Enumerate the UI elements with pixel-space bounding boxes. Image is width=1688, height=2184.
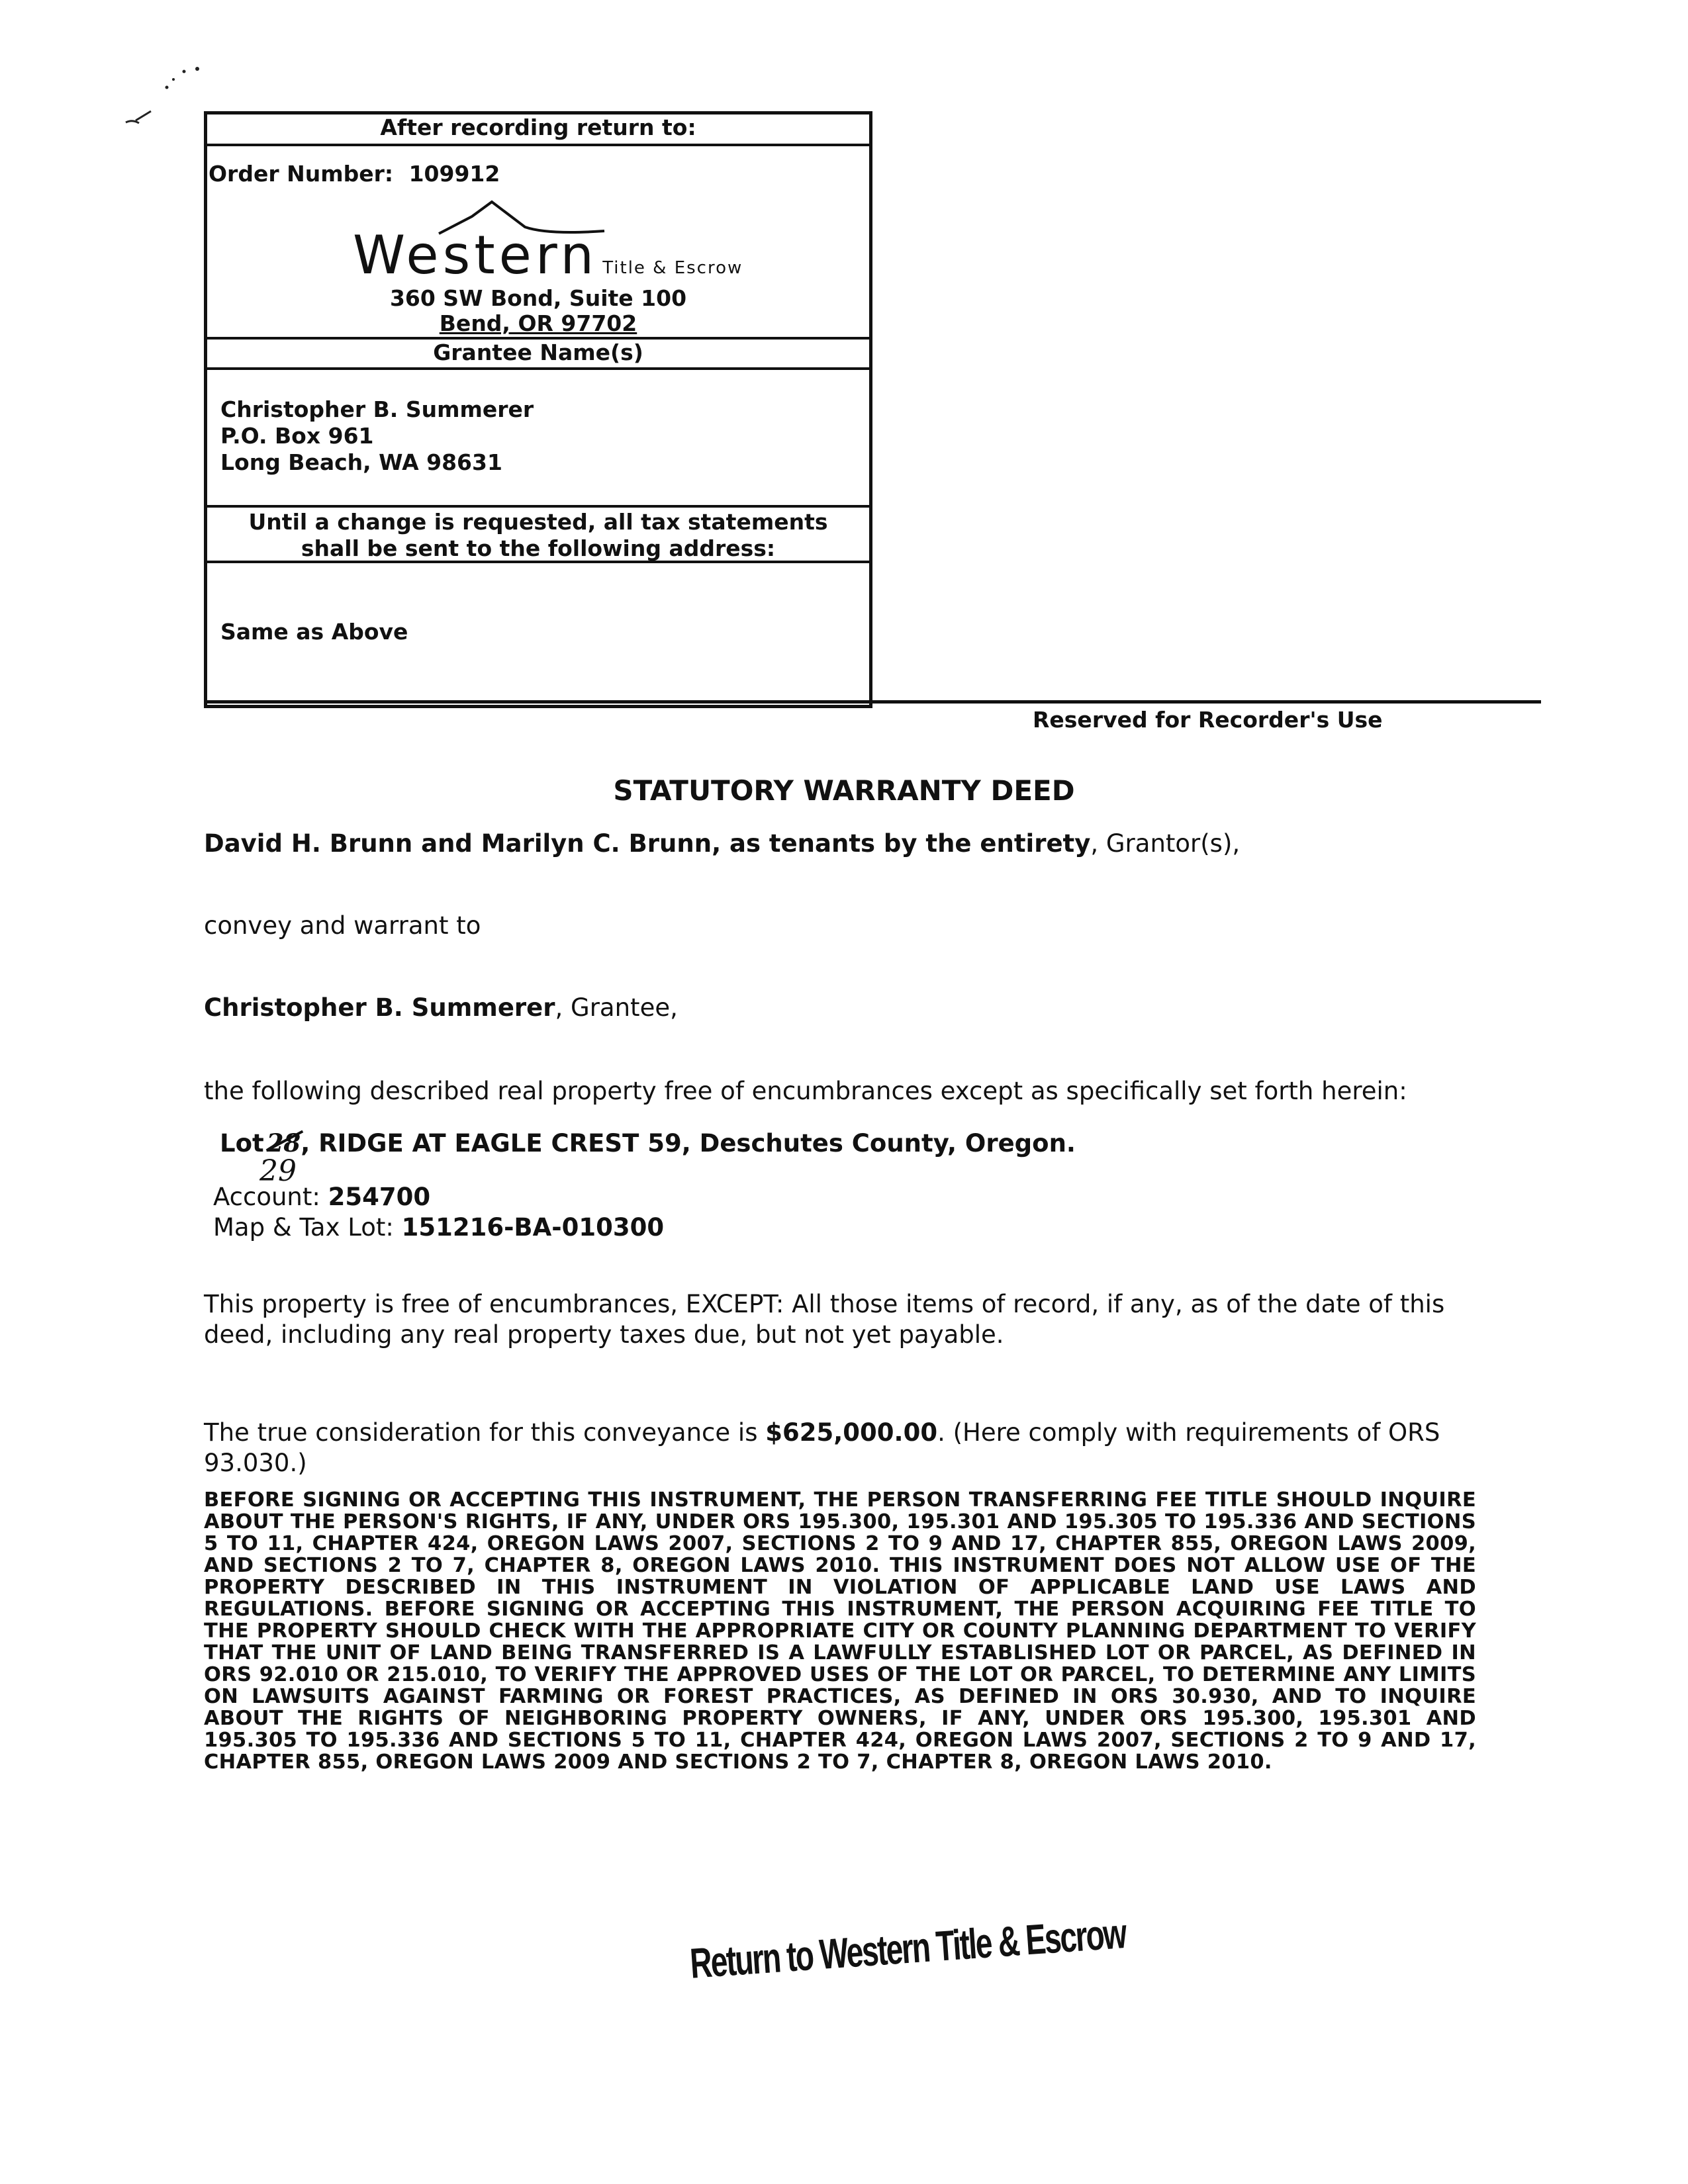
grantee-header-row [207,340,869,370]
map-value: 151216-BA-010300 [401,1213,665,1242]
consideration-line [204,1418,1481,1479]
grantor-line [204,829,1240,859]
tax-header-line2: shall be sent to the following address: [301,535,776,561]
order-number-line [209,161,500,187]
tax-header-line1: Until a change is requested, all tax statements [248,509,828,535]
grantee-line1: Christopher B. Summerer [220,396,534,422]
grantor-suffix: , Grantor(s), [1090,829,1241,858]
account-line [213,1182,430,1212]
order-label: Order Number: [209,161,394,187]
company-address-line1: 360 SW Bond, Suite 100 [389,285,687,311]
grantee-name: Christopher B. Summerer [204,993,555,1022]
tax-header-row [207,508,869,563]
map-label: Map & Tax Lot: [213,1213,394,1242]
grantee-header: Grantee Name(s) [433,340,643,365]
grantee-line3: Long Beach, WA 98631 [220,449,502,475]
return-stamp: Return to Western Title & Escrow [688,1909,1127,1987]
company-logo-text [353,224,743,286]
grantee-line [204,993,678,1023]
company-suffix: Title & Escrow [602,258,743,278]
return-header: After recording return to: [380,114,696,140]
company-name: Western [353,224,598,286]
deed-title: STATUTORY WARRANTY DEED [613,774,1075,807]
lot-line [220,1128,1076,1159]
consideration-amount: $625,000.00 [765,1418,938,1447]
company-address-line2: Bend, OR 97702 [439,310,637,336]
company-cell [207,146,869,340]
tax-address: Same as Above [220,619,408,645]
lot-struck-number: 28 [267,1128,301,1158]
grantor-names: David H. Brunn and Marilyn C. Brunn, as tenants by the entirety [204,829,1091,858]
convey-text: convey and warrant to [204,911,481,940]
consideration-suffix: . (Here comply with requirements of ORS 93.030.) [204,1418,1440,1477]
lot-handwritten-correction: 29 [259,1154,297,1188]
map-tax-lot-line [213,1212,664,1243]
account-label: Account: [213,1183,320,1211]
grantee-address-cell [207,370,869,508]
statutory-warning: BEFORE SIGNING OR ACCEPTING THIS INSTRUMENT, THE PERSON TRANSFERRING FEE TITLE SHOULD INQUIRE ABOUT THE PERSON'S RIGHTS, IF ANY, UNDER ORS 195.300, 195.301 AND 195.305 TO 195.336 AND SECTIONS 5 TO 11, CHAPTER 424, OREGON LAWS 2007, SECTIONS 2 TO 9 AND 17, CHAPTER 855, OREGON LAWS 2009, AND SECTIONS 2 TO 7, CHAPTER 8, OREGON LAWS 2010. THIS INSTRUMENT DOES NOT ALLOW USE OF THE PROPERTY DESCRIBED IN THIS INSTRUMENT IN VIOLATION OF APPLICABLE LAND USE LAWS AND REGULATIONS. BEFORE SIGNING OR ACCEPTING THIS INSTRUMENT, THE PERSON ACQUIRING FEE TITLE TO THE PROPERTY SHOULD CHECK WITH THE APPROPRIATE CITY OR COUNTY PLANNING DEPARTMENT TO VERIFY THAT THE UNIT OF LAND BEING TRANSFERRED IS A LAWFULLY ESTABLISHED LOT OR PARCEL, AS DEFINED IN ORS 92.010 OR 215.010, TO VERIFY THE APPROVED USES OF THE LOT OR PARCEL, TO DETERMINE ANY LIMITS ON LAWSUITS AGAINST FARMING OR FOREST PRACTICES, AS DEFINED IN ORS 30.930, AND TO INQUIRE ABOUT THE RIGHTS OF NEIGHBORING PROPERTY OWNERS, IF ANY, UNDER ORS 195.300, 195.301 AND 195.305 TO 195.336 AND SECTIONS 5 TO 11, CHAPTER 424, OREGON LAWS 2007, SECTIONS 2 TO 9 AND 17, CHAPTER 855, OREGON LAWS 2009 AND SECTIONS 2 TO 7, CHAPTER 8, OREGON LAWS 2010. [204,1488,1476,1774]
recorder-divider [204,700,1541,704]
property-intro: the following described real property free of encumbrances except as specifically set forth herein: [204,1077,1407,1105]
recording-return-box [204,111,872,708]
lot-prefix: Lot [220,1129,264,1158]
encumbrance-text: This property is free of encumbrances, EXCEPT: All those items of record, if any, as of the date of this deed, including any real property taxes due, but not yet payable. [204,1290,1445,1349]
return-header-row [207,114,869,146]
order-number: 109912 [408,161,500,187]
lot-rest: , RIDGE AT EAGLE CREST 59, Deschutes County, Oregon. [301,1129,1076,1158]
account-value: 254700 [328,1183,431,1211]
consideration-prefix: The true consideration for this conveyance is [204,1418,766,1447]
recorder-use-label: Reserved for Recorder's Use [1033,707,1383,733]
grantee-line2: P.O. Box 961 [220,423,374,449]
grantee-suffix: , Grantee, [555,993,678,1022]
